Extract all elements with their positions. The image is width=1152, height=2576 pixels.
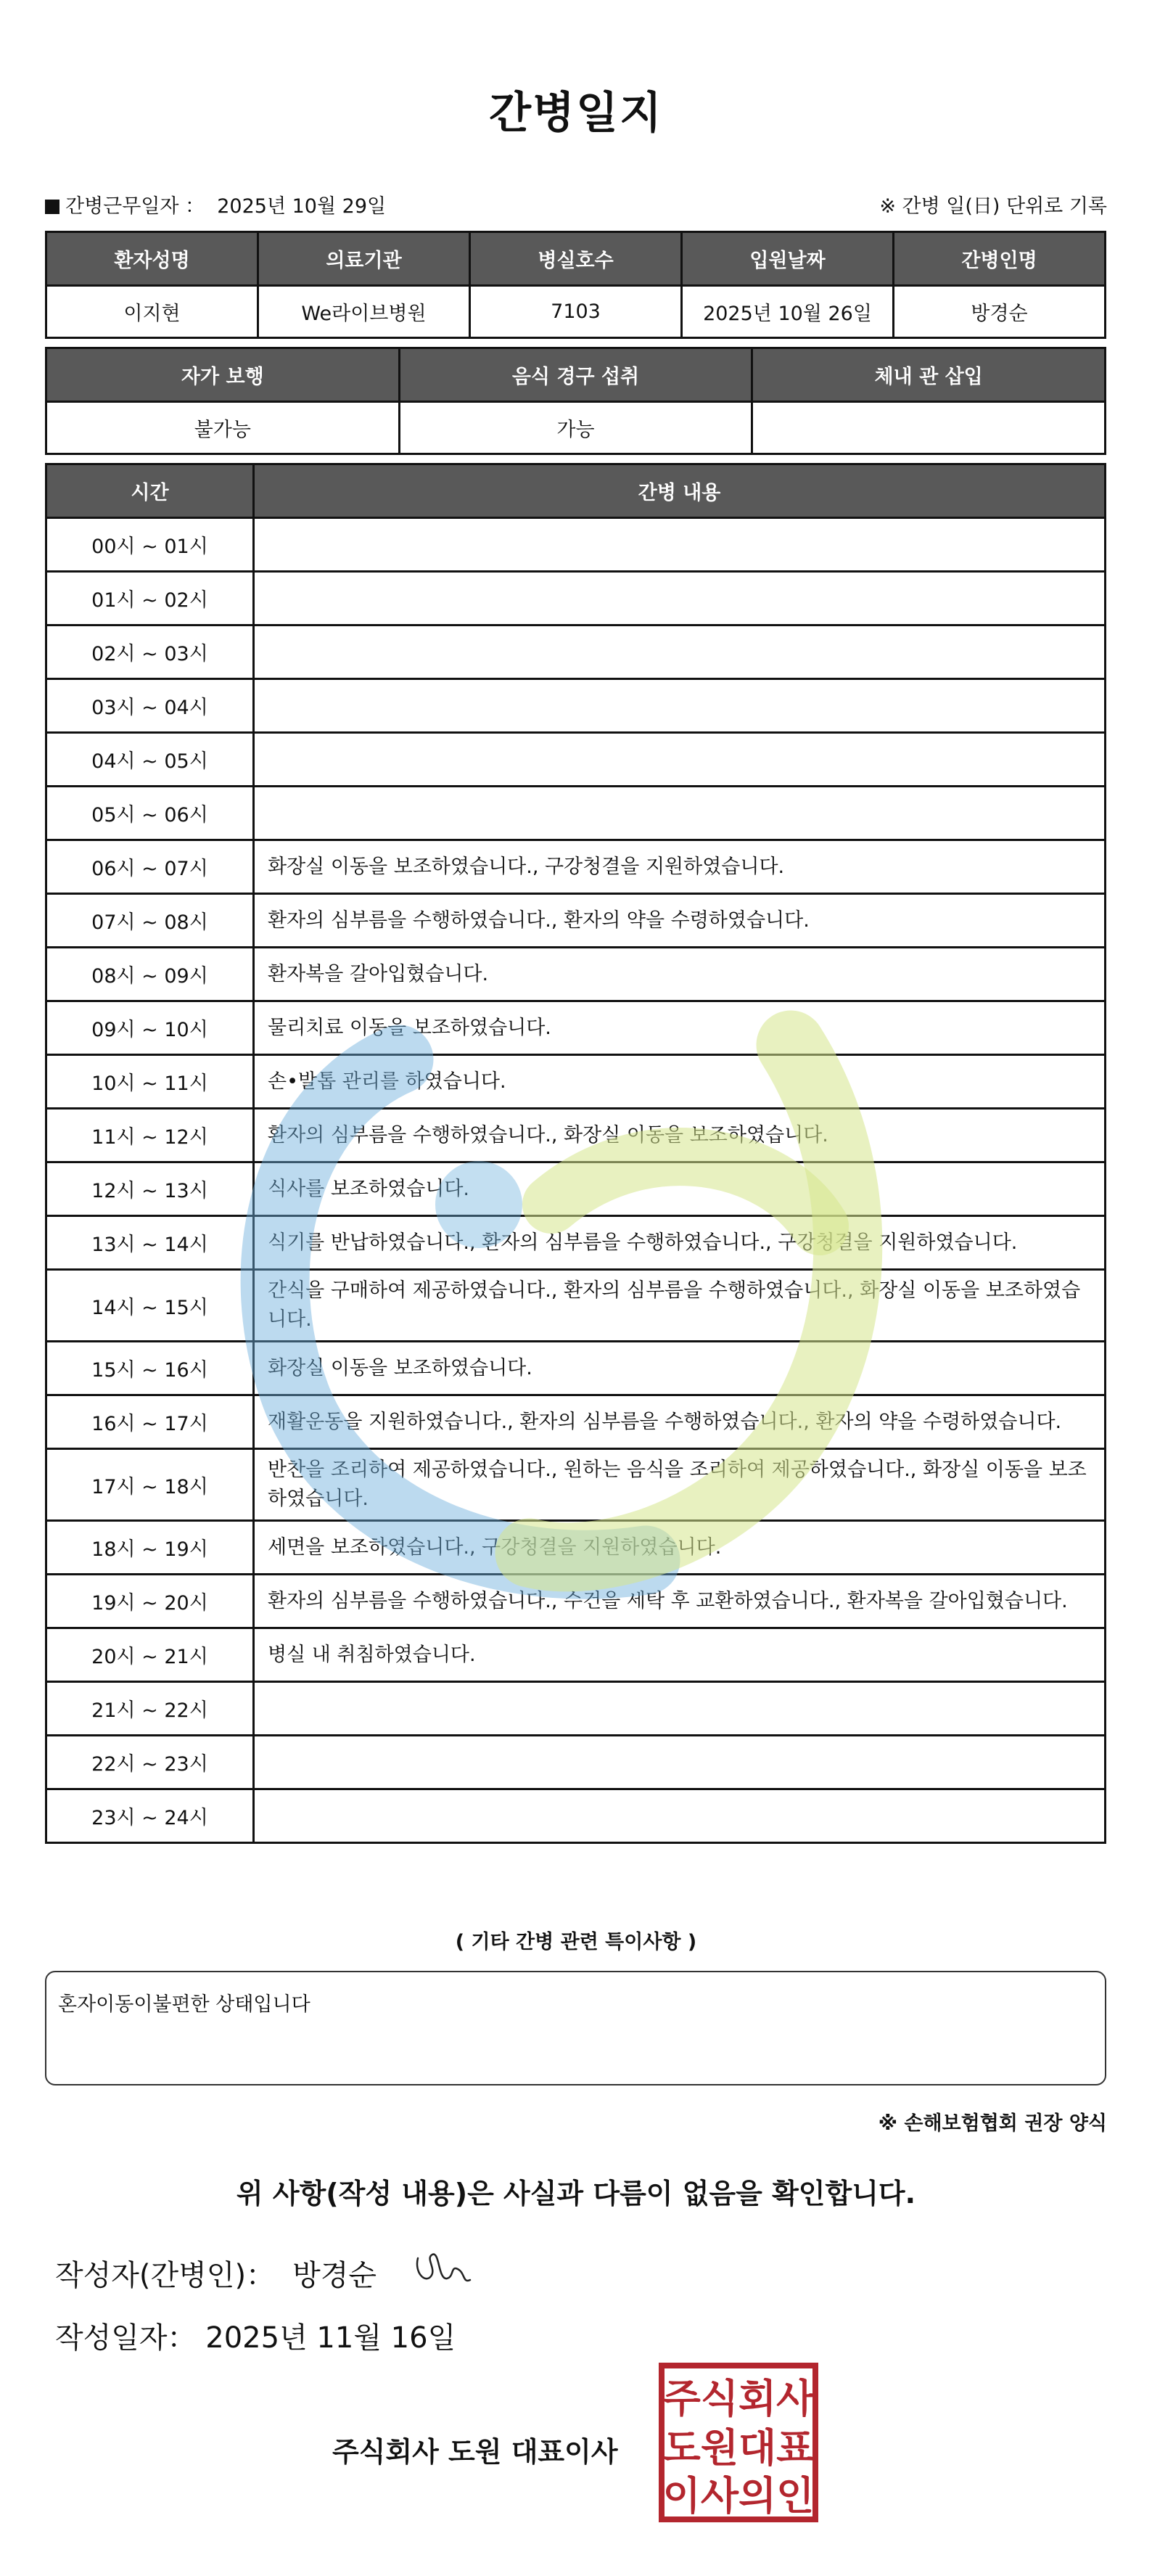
patient-info-header: 환자성명 — [46, 232, 258, 286]
care-log-content — [254, 679, 1106, 733]
care-log-time: 20시 ~ 21시 — [46, 1628, 254, 1682]
care-log-row — [46, 1628, 1106, 1682]
care-log-time: 23시 ~ 24시 — [46, 1789, 254, 1843]
care-log-content: 세면을 보조하였습니다., 구강청결을 지원하였습니다. — [254, 1521, 1106, 1575]
patient-status-header-row — [46, 348, 1106, 402]
care-log-row — [46, 1789, 1106, 1843]
writer-line — [55, 2252, 377, 2294]
care-log-content — [254, 625, 1106, 679]
care-log-time: 00시 ~ 01시 — [46, 518, 254, 572]
care-log-row — [46, 1270, 1106, 1342]
care-log-header-row — [46, 464, 1106, 518]
care-log-row — [46, 894, 1106, 948]
special-notes-title: ( 기타 간병 관련 특이사항 ) — [455, 1931, 697, 1953]
care-log-content — [254, 518, 1106, 572]
work-date-line — [45, 190, 386, 218]
care-log-row — [46, 1162, 1106, 1216]
care-log-content: 식기를 반납하였습니다., 환자의 심부름을 수행하였습니다., 구강청결을 지원하였습니다. — [254, 1216, 1106, 1270]
care-log-row — [46, 1449, 1106, 1521]
care-log-row — [46, 1001, 1106, 1055]
care-log-content: 식사를 보조하였습니다. — [254, 1162, 1106, 1216]
care-log-time: 12시 ~ 13시 — [46, 1162, 254, 1216]
patient-status-value: 가능 — [399, 402, 752, 454]
format-note: ※ 손해보험협회 권장 양식 — [878, 2112, 1107, 2135]
care-log-time: 16시 ~ 17시 — [46, 1395, 254, 1449]
svg-text:도원대표: 도원대표 — [662, 2425, 815, 2471]
care-log-row — [46, 1055, 1106, 1109]
care-log-content: 물리치료 이동을 보조하였습니다. — [254, 1001, 1106, 1055]
patient-info-value: We라이브병원 — [258, 286, 470, 338]
written-date-line — [55, 2315, 456, 2356]
svg-text:주식회사: 주식회사 — [662, 2376, 815, 2421]
care-log-time: 21시 ~ 22시 — [46, 1682, 254, 1736]
care-log-time: 17시 ~ 18시 — [46, 1449, 254, 1521]
svg-text:이사의인: 이사의인 — [662, 2473, 815, 2519]
special-notes-box — [45, 1971, 1106, 2085]
care-log-time: 10시 ~ 11시 — [46, 1055, 254, 1109]
square-bullet-icon — [45, 200, 59, 214]
care-log-row — [46, 948, 1106, 1001]
company-representative: 주식회사 도원 대표이사 — [332, 2436, 618, 2468]
company-seal-stamp — [657, 2361, 820, 2524]
patient-status-header: 음식 경구 섭취 — [399, 348, 752, 402]
care-log-time: 19시 ~ 20시 — [46, 1575, 254, 1628]
patient-status-value-row — [46, 402, 1106, 454]
care-log-content — [254, 787, 1106, 840]
patient-info-header: 간병인명 — [894, 232, 1106, 286]
care-log-time: 13시 ~ 14시 — [46, 1216, 254, 1270]
care-log-content: 환자복을 갈아입혔습니다. — [254, 948, 1106, 1001]
care-log-table — [45, 463, 1106, 1844]
patient-info-header: 입원날짜 — [682, 232, 894, 286]
care-log-time: 14시 ~ 15시 — [46, 1270, 254, 1342]
care-log-row — [46, 518, 1106, 572]
care-log-row — [46, 787, 1106, 840]
care-log-content: 화장실 이동을 보조하였습니다. — [254, 1342, 1106, 1395]
written-date-value: 2025년 11월 16일 — [205, 2321, 456, 2355]
patient-info-header-row — [46, 232, 1106, 286]
care-log-row — [46, 840, 1106, 894]
care-log-time: 22시 ~ 23시 — [46, 1736, 254, 1789]
patient-info-table — [45, 231, 1106, 339]
care-log-time: 03시 ~ 04시 — [46, 679, 254, 733]
care-log-content: 환자의 심부름을 수행하였습니다., 환자의 약을 수령하였습니다. — [254, 894, 1106, 948]
patient-info-header: 의료기관 — [258, 232, 470, 286]
care-log-time: 08시 ~ 09시 — [46, 948, 254, 1001]
care-log-row — [46, 1109, 1106, 1162]
care-log-time: 04시 ~ 05시 — [46, 733, 254, 787]
care-log-content: 손•발톱 관리를 하였습니다. — [254, 1055, 1106, 1109]
confirmation-statement: 위 사항(작성 내용)은 사실과 다름이 없음을 확인합니다. — [236, 2178, 916, 2210]
patient-info-value: 방경순 — [894, 286, 1106, 338]
care-log-content — [254, 733, 1106, 787]
care-log-content: 화장실 이동을 보조하였습니다., 구강청결을 지원하였습니다. — [254, 840, 1106, 894]
care-log-row — [46, 1575, 1106, 1628]
care-log-time: 01시 ~ 02시 — [46, 572, 254, 625]
patient-info-header: 병실호수 — [470, 232, 682, 286]
patient-info-value: 2025년 10월 26일 — [682, 286, 894, 338]
care-log-content — [254, 1789, 1106, 1843]
care-log-time: 06시 ~ 07시 — [46, 840, 254, 894]
care-log-time: 07시 ~ 08시 — [46, 894, 254, 948]
patient-status-value: 불가능 — [46, 402, 400, 454]
patient-status-table — [45, 347, 1106, 455]
patient-status-header: 자가 보행 — [46, 348, 400, 402]
care-log-content — [254, 1682, 1106, 1736]
care-log-row — [46, 733, 1106, 787]
writer-name: 방경순 — [292, 2259, 377, 2292]
care-log-row — [46, 1342, 1106, 1395]
handwritten-signature — [411, 2244, 476, 2294]
record-note: ※ 간병 일(日) 단위로 기록 — [879, 195, 1107, 218]
care-log-content: 병실 내 취침하였습니다. — [254, 1628, 1106, 1682]
care-log-row — [46, 1521, 1106, 1575]
care-log-content: 간식을 구매하여 제공하였습니다., 환자의 심부름을 수행하였습니다., 화장실 이동을 보조하였습니다. — [254, 1270, 1106, 1342]
care-log-content — [254, 572, 1106, 625]
care-log-row — [46, 572, 1106, 625]
writer-label: 작성자(간병인)： — [55, 2259, 276, 2292]
patient-info-value-row — [46, 286, 1106, 338]
care-log-content: 환자의 심부름을 수행하였습니다., 화장실 이동을 보조하였습니다. — [254, 1109, 1106, 1162]
care-log-row — [46, 1216, 1106, 1270]
care-log-time: 18시 ~ 19시 — [46, 1521, 254, 1575]
care-log-content: 환자의 심부름을 수행하였습니다., 수건을 세탁 후 교환하였습니다., 환자복을 갈아입혔습니다. — [254, 1575, 1106, 1628]
care-log-time: 02시 ~ 03시 — [46, 625, 254, 679]
care-log-row — [46, 1736, 1106, 1789]
patient-status-header: 체내 관 삽입 — [752, 348, 1106, 402]
special-notes-text: 혼자이동이불편한 상태입니다 — [58, 1993, 310, 2016]
care-log-time: 05시 ~ 06시 — [46, 787, 254, 840]
care-log-row — [46, 1395, 1106, 1449]
patient-status-value — [752, 402, 1106, 454]
work-date-value: 2025년 10월 29일 — [217, 195, 387, 218]
care-log-content: 반찬을 조리하여 제공하였습니다., 원하는 음식을 조리하여 제공하였습니다., 화장실 이동을 보조하였습니다. — [254, 1449, 1106, 1521]
care-log-row — [46, 625, 1106, 679]
care-log-row — [46, 1682, 1106, 1736]
patient-info-value: 이지현 — [46, 286, 258, 338]
care-log-content: 재활운동을 지원하였습니다., 환자의 심부름을 수행하였습니다., 환자의 약을 수령하였습니다. — [254, 1395, 1106, 1449]
written-date-label: 작성일자： — [55, 2321, 197, 2355]
care-log-time: 11시 ~ 12시 — [46, 1109, 254, 1162]
care-log-time: 15시 ~ 16시 — [46, 1342, 254, 1395]
care-log-time: 09시 ~ 10시 — [46, 1001, 254, 1055]
care-log-time-header: 시간 — [46, 464, 254, 518]
care-log-content — [254, 1736, 1106, 1789]
page-title: 간병일지 — [489, 88, 663, 139]
patient-info-value: 7103 — [470, 286, 682, 338]
care-log-content-header: 간병 내용 — [254, 464, 1106, 518]
work-date-label: 간병근무일자 ： — [65, 195, 205, 218]
care-log-row — [46, 679, 1106, 733]
